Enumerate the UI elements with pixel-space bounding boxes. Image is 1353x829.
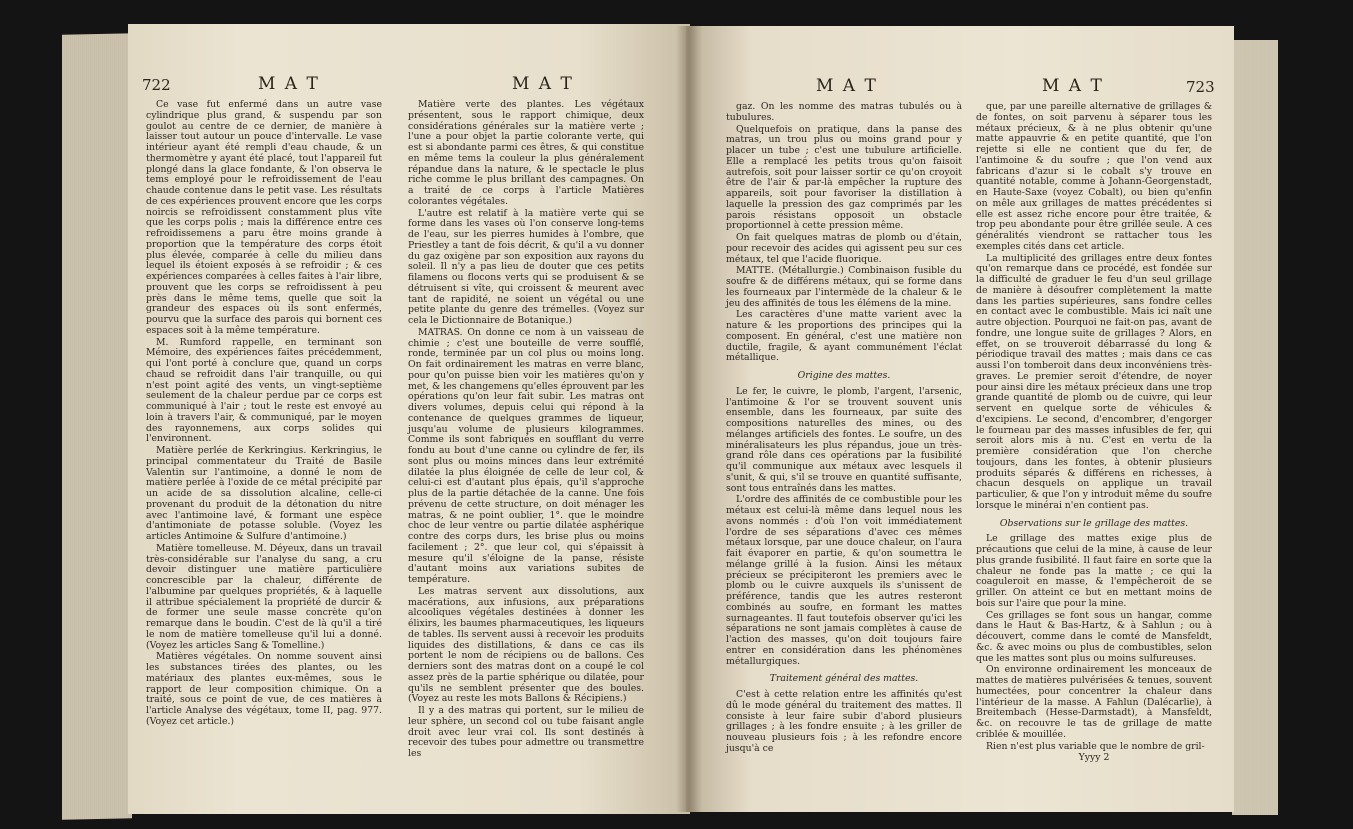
right-page-column-1 — [726, 102, 962, 756]
paragraph: L'autre est relatif à la matière verte qui se forme dans les vases où l'on conserve long-tems de l'eau, sur les pierres humides à l'ombre, que Priestley a tant de fois décrit, & qu'il a vu donner du gaz oxigène par son exposition aux rayons du soleil. Il n'y a pas lieu de douter que ces petits filamens ou flocons verts qui se produisent & se détruisent si vîte, qui croissent & meurent avec tant de rapidité, ne soient un végétal ou une petite plante du genre des trémelles. (Voyez sur cela le Dictionnaire de Botanique.) — [408, 207, 644, 326]
page-number-left: 722 — [142, 76, 171, 94]
paragraph: Le grillage des mattes exige plus de précautions que celui de la mine, à cause de leur plus grande fusibilité. Il faut faire en sorte que la chaleur ne fonde pas la matte ; ce qui la coaguleroit en masse, & l'empêcheroit de se griller. On atteint ce but en mettant moins de bois sur l'aire que pour la mine. — [976, 533, 1212, 609]
running-head-right-col2: M A T — [1042, 76, 1104, 96]
left-page — [128, 24, 690, 814]
paragraph: Matière perlée de Kerkringius. Kerkringius, le principal commentateur du Traité de Basile Valentin sur l'antimoine, a donné le nom de matière perlée à l'oxide de ce métal précipité par un acide de sa dissolution alcaline, celle-ci provenant du produit de la détonation du nitre avec l'antimoine lavé, & formant une espèce d'antimoniate de potasse soluble. (Voyez les articles Antimoine & Sulfure d'antimoine.) — [146, 445, 382, 542]
book-page-edges-right — [1232, 40, 1278, 815]
paragraph: L'ordre des affinités de ce combustible pour les métaux est celui-là même dans lequel nous les avons nommés : d'où l'on voit immédiatement l'ordre de ses séparations d'avec ces mêmes métaux lorsque, par une douce chaleur, on l'aura fait évaporer en partie, & qu'on soumettra le mélange grillé à la fusion. Ainsi les métaux précieux se précipiteront les premiers avec le plomb ou le cuivre auxquels ils s'unissent de préférence, tandis que les autres resteront combinés au soufre, en formant les mattes surnageantes. Il faut toutefois observer qu'ici les séparations ne sont jamais complètes à cause de l'action des masses, qu'on doit toujours faire entrer en considération dans les phénomènes métallurgiques. — [726, 494, 962, 667]
paragraph: Il y a des matras qui portent, sur le milieu de leur sphère, un second col ou tube faisant angle droit avec leur vrai col. Ils sont destinés à recevoir des tubes pour admettre ou transmettre les — [408, 705, 644, 759]
paragraph: Les matras servent aux dissolutions, aux macérations, aux infusions, aux préparations alcooliques végétales destinées à donner les élixirs, les baumes pharmaceutiques, les liqueurs de tables. Ils servent aussi à recevoir les produits liquides des distillations, & dans ce cas ils portent le nom de récipiens ou de ballons. Ces derniers sont des matras dont on a coupé le col assez près de la partie sphérique ou dilatée, pour qu'ils ne semblent présenter que des boules. (Voyez au reste les mots Ballons & Récipiens.) — [408, 585, 644, 705]
paragraph: C'est à cette relation entre les affinités qu'est dû le mode général du traitement des mattes. Il consiste à leur faire subir d'abord plusieurs grillages ; à les fondre ensuite ; à les griller de nouveau plusieurs fois ; à les refondre encore jusqu'à ce — [726, 689, 962, 754]
paragraph: On fait quelques matras de plomb ou d'étain, pour recevoir des acides qui agissent peu sur ces métaux, tel que l'acide fluorique. — [726, 232, 962, 265]
book-page-edges-left — [62, 33, 132, 819]
paragraph: MATTE. (Métallurgie.) Combinaison fusible du soufre & de différens métaux, qui se forme dans les fourneaux par l'intermède de la chaleur & le jeu des affinités de tous les élémens de la mine. — [726, 265, 962, 309]
right-page — [686, 26, 1234, 812]
paragraph: Ces grillages se font sous un hangar, comme dans le Haut & Bas-Hartz, & à Sahlun ; ou à découvert, comme dans le comté de Mansfeldt, &c. & avec moins ou plus de combustibles, selon que les mattes sont plus ou moins sulfureuses. — [976, 609, 1212, 664]
paragraph: gaz. On les nomme des matras tubulés ou à tubulures. — [726, 101, 962, 123]
book-gutter — [676, 26, 702, 812]
paragraph: Matière tomelleuse. M. Déyeux, dans un travail très-considérable sur l'analyse du sang, a cru devoir distinguer une matière particulière concrescible par la chaleur, différente de l'albumine par quelques propriétés, & à laquelle il attribue spécialement la propriété de durcir & de former une seule masse concrète qu'on remarque dans le boudin. C'est de là qu'il a tiré le nom de matière tomelleuse qu'il lui a donné. (Voyez les articles Sang & Tomelline.) — [146, 542, 382, 651]
paragraph: Rien n'est plus variable que le nombre de gril- — [986, 740, 1205, 752]
paragraph: MATRAS. On donne ce nom à un vaisseau de chimie ; c'est une bouteille de verre soufflé, ronde, terminée par un col plus ou moins long. On fait ordinairement les matras en verre blanc, pour qu'on puisse bien voir les matières qu'on y met, & les changemens qu'elles éprouvent par les opérations qu'on leur fait subir. Les matras ont divers volumes, depuis celui qui répond à la contenance de quelques grammes de liqueur, jusqu'au volume de plusieurs kilogrammes. Comme ils sont fabriqués en soufflant du verre fondu au bout d'une canne ou cylindre de fer, ils sont plus ou moins minces dans leur extrémité dilatée la plus éloignée de celle de leur col, & celui-ci est d'autant plus épais, qu'il s'approche plus de la partie détachée de la canne. Une fois prévenu de cette structure, on doit ménager les matras, & ne point oublier, 1°. que le moindre choc de leur ventre ou partie dilatée asphérique contre des corps durs, les brise plus ou moins facilement ; 2°. que leur col, qui s'épaissit à mesure qu'il s'éloigne de la panse, résiste d'autant moins aux variations subites de température. — [408, 326, 644, 585]
paragraph: Matière verte des plantes. Les végétaux présentent, sous le rapport chimique, deux considérations générales sur la matière verte ; l'une a pour objet la partie colorante verte, qui est si abondante parmi ces êtres, & qui constitue en même tems la couleur la plus généralement répandue dans la nature, & le spectacle le plus riche comme le plus brillant des campagnes. On a traité de ce corps à l'article Matières colorantes végétales. — [408, 99, 644, 207]
paragraph: On environne ordinairement les monceaux de mattes de matières pulvérisées & tenues, souvent humectées, pour concentrer la chaleur dans l'intérieur de la masse. A Fahlun (Dalécarlie), à Breitembach (Hesse-Darmstadt), à Mansfeldt, &c. on recouvre le tas de grillage de matte criblée & mouillée. — [976, 664, 1212, 740]
paragraph: Ce vase fut enfermé dans un autre vase cylindrique plus grand, & suspendu par son goulot au centre de ce dernier, de manière à laisser tout autour un pouce d'intervalle. Le vase intérieur ayant été rempli d'eau chaude, & un thermomètre y ayant été placé, tout l'appareil fut plongé dans la glace fondante, & l'on observa le tems employé pour le refroidissement de l'eau chaude contenue dans le petit vase. Les résultats de ces expériences prouvent encore que les corps noircis se refroidissent constamment plus vîte que les corps polis ; mais la différence entre ces refroidissemens a paru être moins grande à proportion que la température des corps étoit plus élevée, comparée à celle du milieu dans lequel ils étoient exposés à se refroidir ; & ces expériences comparées à celles faites à l'air libre, prouvent que les corps se refroidissent à peu près dans le même tems, quelle que soit la grandeur des espaces où ils sont enfermés, pourvu que la surface des parois qui bornent ces espaces soit à la même température. — [146, 99, 382, 336]
paragraph: Le fer, le cuivre, le plomb, l'argent, l'arsenic, l'antimoine & l'or se trouvent souvent unis ensemble, dans les fourneaux, par suite des compositions naturelles des mines, ou des mélanges artificiels des fontes. Le soufre, un des minéralisateurs les plus répandus, joue un très-grand rôle dans ces opérations par la fusibilité qu'il communique aux métaux avec lesquels il s'unit, & qui, s'il se trouve en quantité suffisante, sont tous entraînés dans les mattes. — [726, 385, 962, 494]
paragraph: Quelquefois on pratique, dans la panse des matras, un trou plus ou moins grand pour y placer un tube ; c'est une tubulure artificielle. Elle a remplacé les petits trous qu'on faisoit autrefois, soit pour laisser sortir ce qu'on croyoit être de l'air & par-là empêcher la rupture des appareils, soit pour favoriser la distillation à laquelle la pression des gaz comprimés par les parois résistans opposoit un obstacle proportionnel à cette pression même. — [726, 123, 962, 232]
paragraph: Observations sur le grillage des mattes. — [999, 517, 1189, 529]
running-head-left-col2: M A T — [512, 74, 574, 94]
signature-mark: Yyyy 2 — [1078, 752, 1110, 764]
left-page-column-1 — [146, 100, 382, 729]
paragraph: Matières végétales. On nomme souvent ainsi les substances tirées des plantes, ou les matériaux des plantes eux-mêmes, sous le rapport de leur composition chimique. On a traité, sous ce point de vue, de ces matières à l'article Analyse des végétaux, tome II, pag. 977. (Voyez cet article.) — [146, 651, 382, 727]
page-number-right: 723 — [1186, 78, 1215, 96]
paragraph: La multiplicité des grillages entre deux fontes qu'on remarque dans ce procédé, est fondée sur la difficulté de graduer le feu d'un seul grillage de manière à désoufrer complètement la matte dans les parties supérieures, sans fondre celles en contact avec le combustible. Mais ici naît une autre objection. Pourquoi ne fait-on pas, avant de fondre, une longue suite de grillages ? Alors, en effet, on se trouveroit débarrassé du long & périodique travail des mattes ; mais dans ce cas aussi l'on tomberoit dans deux inconvéniens très-graves. Le premier seroit d'étendre, de noyer pour ainsi dire les métaux précieux dans une trop grande quantité de plomb ou de cuivre, qui leur servent en quelque sorte de véhicules & d'excipiens. Le second, d'encombrer, d'engorger le fourneau par des masses infusibles de fer, qui seroit alors mis à nu. C'est en vertu de la première considération que l'on cherche toujours, dans les fontes, à obtenir plusieurs produits séparés & différens en richesses, à chacun desquels on applique un travail particulier, & que l'on y introduit même du soufre lorsque le minérai n'en contient pas. — [976, 252, 1212, 511]
running-head-right-col1: M A T — [816, 76, 878, 96]
paragraph: Origine des mattes. — [797, 370, 891, 381]
paragraph: que, par une pareille alternative de grillages & de fontes, on soit parvenu à séparer tous les métaux précieux, & à ne plus obtenir qu'une matte appauvrie & en petite quantité, que l'on rejette si elle ne contient que du fer, de l'antimoine & du soufre ; que l'on vend aux fabricans d'azur si le cobalt s'y trouve en quantité notable, comme à Johann-Georgenstadt, en Haute-Saxe (voyez Cobalt), ou bien qu'enfin on mêle aux grillages de mattes précédentes si elle est assez riche encore pour être traitée, & trop peu abondante pour être grillée seule. A ces généralités viendront se rattacher tous les exemples cités dans cet article. — [976, 101, 1212, 252]
right-page-column-2 — [976, 102, 1212, 765]
left-page-column-2 — [408, 100, 644, 761]
running-head-left-col1: M A T — [258, 74, 320, 94]
paragraph: M. Rumford rappelle, en terminant son Mémoire, des expériences faites précédemment, qui l'ont porté à conclure que, quand un corps chaud se refroidit dans l'air tranquille, ou qui n'est point agité des vents, un vingt-septième seulement de la chaleur perdue par ce corps est communiqué à l'air ; tout le reste est envoyé au loin à travers l'air, & communiqué, par le moyen des rayonnemens, aux corps solides qui l'environnent. — [146, 336, 382, 445]
paragraph: Traitement général des mattes. — [769, 673, 919, 685]
paragraph: Les caractères d'une matte varient avec la nature & les proportions des principes qui la composent. En général, c'est une matière non ductile, fragile, & ayant communément l'éclat métallique. — [726, 309, 962, 364]
